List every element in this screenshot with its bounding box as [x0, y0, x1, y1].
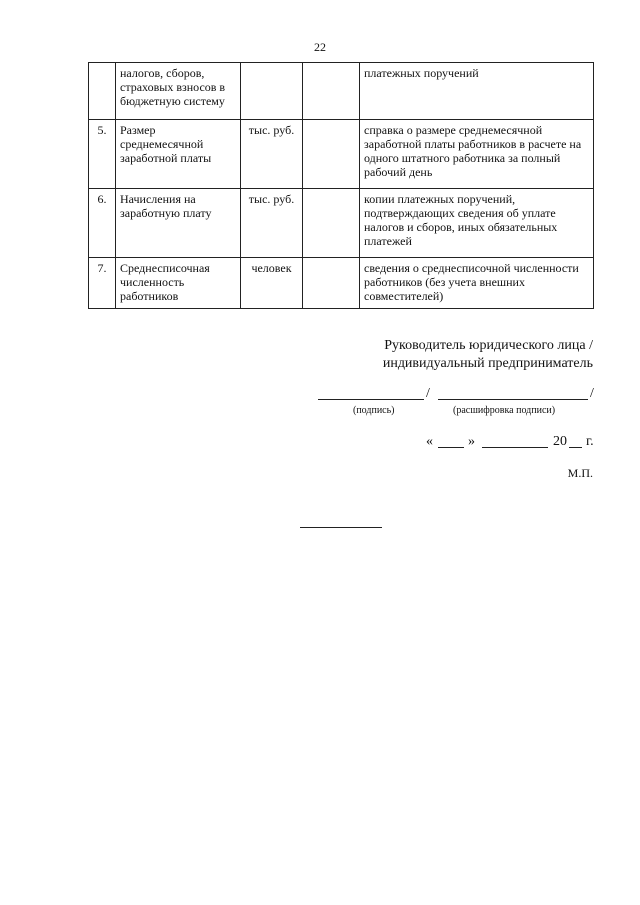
indicator-name: Начисления на заработную плату	[116, 189, 241, 258]
indicator-name: Размер среднемесячной заработной платы	[116, 120, 241, 189]
row-number: 5.	[89, 120, 116, 189]
row-number	[89, 63, 116, 120]
source-document: платежных поручений	[360, 63, 594, 120]
stamp-place: М.П.	[567, 466, 593, 480]
unit-cell: тыс. руб.	[241, 189, 303, 258]
table-row	[89, 189, 594, 258]
table-row	[89, 63, 594, 120]
unit-cell	[241, 63, 303, 120]
date-open-quote: «	[426, 434, 433, 449]
signature-blank	[318, 399, 424, 400]
year-blank	[569, 447, 582, 448]
month-blank	[482, 447, 548, 448]
value-cell	[303, 258, 360, 309]
table-row	[89, 258, 594, 309]
signer-title	[383, 337, 593, 373]
source-document: справка о размере среднемесячной заработной платы работников в расчете на одного штатного работника за полный рабочий день	[360, 120, 594, 189]
indicator-name: налогов, сборов, страховых взносов в бюджетную систему	[116, 63, 241, 120]
decoding-slash: /	[590, 386, 594, 401]
date-close-quote: »	[468, 434, 475, 449]
indicators-table	[88, 62, 594, 309]
footer-rule	[300, 527, 382, 528]
signer-line-2: индивидуальный предприниматель	[382, 356, 593, 371]
decoding-caption: (расшифровка подписи)	[453, 405, 556, 416]
signature-caption: (подпись)	[353, 405, 395, 416]
year-prefix: 20	[553, 434, 567, 449]
unit-cell: человек	[241, 258, 303, 309]
signer-line-1: Руководитель юридического лица /	[384, 338, 593, 353]
day-blank	[438, 447, 464, 448]
unit-cell: тыс. руб.	[241, 120, 303, 189]
value-cell	[303, 120, 360, 189]
value-cell	[303, 63, 360, 120]
row-number: 7.	[89, 258, 116, 309]
row-number: 6.	[89, 189, 116, 258]
signature-slash: /	[426, 386, 430, 401]
source-document: сведения о среднесписочной численности работников (без учета внешних совместителей)	[360, 258, 594, 309]
source-document: копии платежных поручений, подтверждающих сведения об уплате налогов и сборов, иных обязательных платежей	[360, 189, 594, 258]
decoding-blank	[438, 399, 588, 400]
value-cell	[303, 189, 360, 258]
year-suffix: г.	[586, 434, 594, 449]
page-number: 22	[314, 40, 326, 54]
signature-line	[318, 382, 594, 402]
indicator-name: Среднесписочная численность работников	[116, 258, 241, 309]
date-line	[426, 432, 596, 450]
table-row	[89, 120, 594, 189]
